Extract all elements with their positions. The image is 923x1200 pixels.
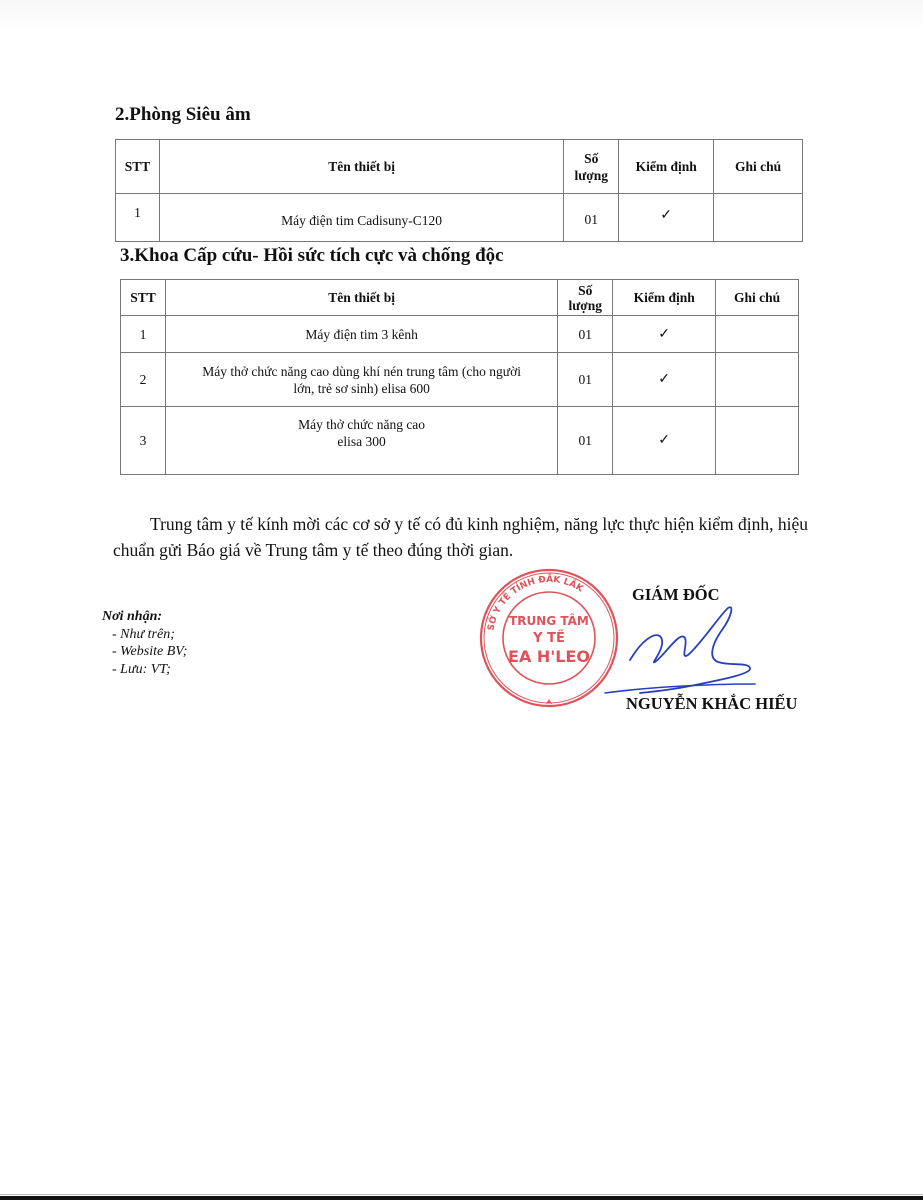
recipient-item: - Lưu: VT; (112, 661, 171, 677)
page-top-shadow (0, 0, 923, 30)
header-stt: STT (121, 280, 166, 316)
cell-note (716, 407, 799, 475)
equipment-table-ultrasound (115, 139, 803, 242)
device-name-line-2: elisa 300 (337, 434, 386, 449)
cell-inspection-check: ✓ (619, 194, 714, 242)
handwritten-signature (600, 600, 760, 700)
table-header-row (121, 280, 799, 316)
header-device-name: Tên thiết bị (159, 140, 563, 194)
cell-quantity: 01 (558, 316, 613, 353)
cell-device-name: Máy điện tim Cadisuny-C120 (159, 194, 563, 242)
cell-inspection-check: ✓ (613, 353, 716, 407)
page-bottom-line (0, 1194, 923, 1195)
stamp-ring-text: SỞ Y TẾ TỈNH ĐẮK LẮK (486, 574, 585, 632)
stamp-line-3: EA H'LEO (508, 647, 590, 666)
section-heading-ultrasound: 2.Phòng Siêu âm (115, 104, 251, 125)
page-bottom-edge (0, 1196, 923, 1200)
equipment-table-emergency (120, 279, 799, 475)
stamp-line-1: TRUNG TÂM (509, 614, 589, 628)
cell-note (714, 194, 803, 242)
cell-quantity: 01 (558, 407, 613, 475)
header-stt: STT (116, 140, 160, 194)
cell-device-name: Máy điện tim 3 kênh (165, 316, 557, 353)
cell-stt: 1 (116, 194, 160, 242)
invitation-paragraph: Trung tâm y tế kính mời các cơ sở y tế có đủ kinh nghiệm, năng lực thực hiện kiểm định, hiệu chuẩn gửi Báo giá về Trung tâm y tế theo đúng thời gian. (113, 514, 808, 560)
table-header-row (116, 140, 803, 194)
device-name-line-1: Máy thở chức năng cao dùng khí nén trung tâm (cho người (202, 363, 521, 379)
official-stamp (478, 567, 620, 709)
table-row (121, 407, 799, 475)
header-quantity-line-2: lượng (568, 297, 603, 313)
cell-note (716, 316, 799, 353)
header-quantity-line-1: Số (578, 282, 593, 298)
header-quantity-line-1: Số (584, 150, 599, 166)
table-row (121, 353, 799, 407)
cell-device-name (165, 407, 557, 475)
section-heading-emergency: 3.Khoa Cấp cứu- Hồi sức tích cực và chống độc (120, 245, 504, 266)
recipients-block (102, 608, 187, 678)
cell-quantity: 01 (564, 194, 619, 242)
header-quantity (558, 280, 613, 316)
cell-device-name (165, 353, 557, 407)
device-name-line-1: Máy thở chức năng cao (298, 417, 426, 432)
recipient-item: - Như trên; (112, 626, 175, 642)
recipient-item: - Website BV; (112, 644, 188, 659)
cell-quantity: 01 (558, 353, 613, 407)
cell-note (716, 353, 799, 407)
stamp-line-2: Y TẾ (533, 631, 565, 646)
cell-stt: 3 (121, 407, 166, 475)
cell-inspection-check: ✓ (613, 407, 716, 475)
cell-stt: 2 (121, 353, 166, 407)
header-note: Ghi chú (714, 140, 803, 194)
recipients-title: Nơi nhận: (102, 609, 163, 624)
signer-title: GIÁM ĐỐC (632, 585, 720, 604)
signer-name: NGUYỄN KHẮC HIẾU (626, 694, 798, 713)
header-quantity (564, 140, 619, 194)
header-note: Ghi chú (716, 280, 799, 316)
header-quantity-line-2: lượng (574, 167, 609, 183)
table-row (116, 194, 803, 242)
header-inspection: Kiểm định (619, 140, 714, 194)
table-row (121, 316, 799, 353)
header-device-name: Tên thiết bị (165, 280, 557, 316)
cell-inspection-check: ✓ (613, 316, 716, 353)
header-inspection: Kiểm định (613, 280, 716, 316)
cell-stt: 1 (121, 316, 166, 353)
device-name-line-2: lớn, trẻ sơ sinh) elisa 600 (293, 380, 430, 396)
